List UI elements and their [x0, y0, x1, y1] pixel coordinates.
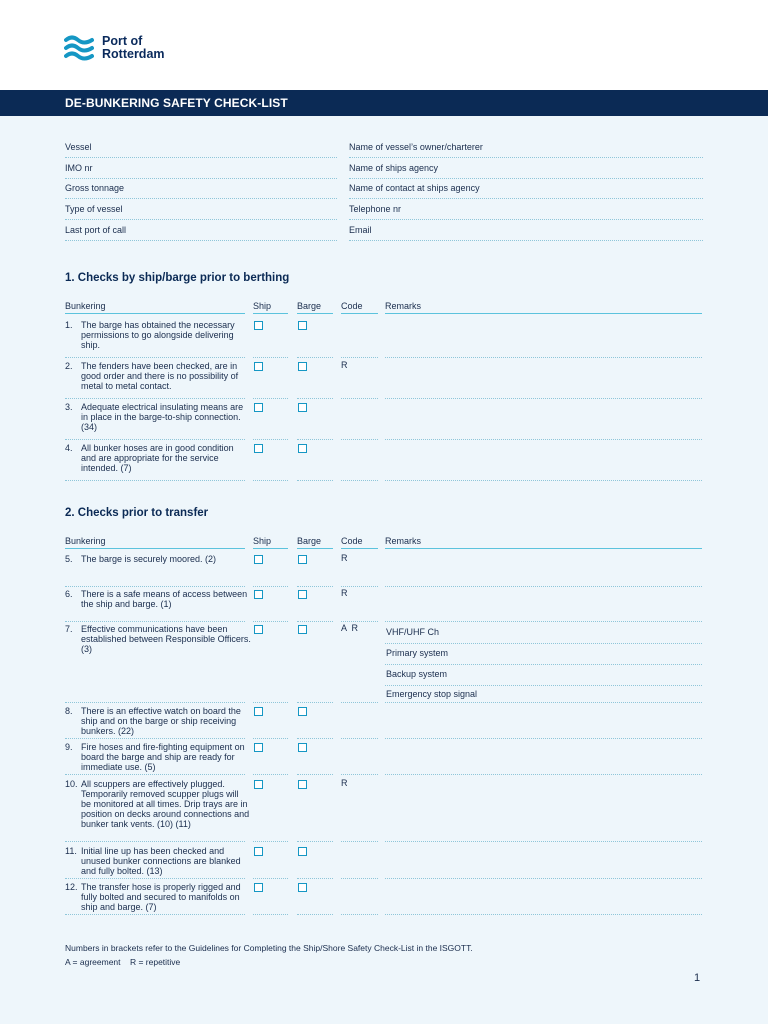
- column-header-rule: [385, 548, 702, 549]
- column-header-rule: [253, 313, 288, 314]
- item-code: R: [341, 588, 348, 598]
- row-divider: [385, 878, 702, 879]
- ship-checkbox[interactable]: [254, 625, 263, 634]
- remark-field-3[interactable]: Emergency stop signal: [386, 689, 478, 699]
- remark-field-0[interactable]: VHF/UHF Ch: [386, 627, 440, 637]
- field-left-4[interactable]: Last port of call: [65, 220, 337, 241]
- row-divider: [65, 738, 245, 739]
- remark-divider: [385, 643, 702, 644]
- barge-checkbox[interactable]: [298, 883, 307, 892]
- row-divider: [253, 702, 288, 703]
- item-text: All bunker hoses are in good condition and are appropriate for the service intended. (7): [81, 443, 234, 473]
- field-right-0[interactable]: Name of vessel’s owner/charterer: [349, 137, 703, 158]
- row-divider: [253, 357, 288, 358]
- item-text: There is an effective watch on board the ship and on the barge or ship receiving bunkers. (22): [81, 706, 241, 736]
- checklist-item: [65, 742, 255, 774]
- item-number: 7.: [65, 624, 73, 634]
- barge-checkbox[interactable]: [298, 780, 307, 789]
- item-number: 5.: [65, 554, 73, 564]
- row-divider: [253, 398, 288, 399]
- row-divider: [253, 878, 288, 879]
- ship-checkbox[interactable]: [254, 847, 263, 856]
- item-text: All scuppers are effectively plugged. Temporarily removed scupper plugs will be monitored at all times. Drip trays are in position on decks around connections and bunker tank vents. (10) (11): [81, 779, 250, 829]
- column-header-barge: Barge: [297, 536, 322, 546]
- row-divider: [253, 586, 288, 587]
- footnote-isgott: Numbers in brackets refer to the Guidelines for Completing the Ship/Shore Safety Check-List in the ISGOTT.: [65, 943, 473, 953]
- logo-text: Port of Rotterdam: [102, 34, 165, 61]
- ship-checkbox[interactable]: [254, 362, 263, 371]
- row-divider: [253, 914, 288, 915]
- item-number: 12.: [65, 882, 78, 892]
- item-text: The transfer hose is properly rigged and fully bolted and secured to manifolds on ship and barge. (7): [81, 882, 241, 912]
- row-divider: [341, 841, 378, 842]
- row-divider: [297, 621, 333, 622]
- checklist-item: [65, 402, 255, 439]
- field-right-1[interactable]: Name of ships agency: [349, 158, 703, 179]
- barge-checkbox[interactable]: [298, 362, 307, 371]
- field-left-2[interactable]: Gross tonnage: [65, 178, 337, 199]
- column-header-bunkering: Bunkering: [65, 301, 106, 311]
- ship-checkbox[interactable]: [254, 743, 263, 752]
- row-divider: [297, 398, 333, 399]
- checklist-item: [65, 779, 255, 841]
- item-number: 8.: [65, 706, 73, 716]
- row-divider: [65, 702, 245, 703]
- row-divider: [253, 841, 288, 842]
- row-divider: [385, 914, 702, 915]
- ship-checkbox[interactable]: [254, 403, 263, 412]
- item-code: R: [341, 360, 348, 370]
- row-divider: [297, 586, 333, 587]
- item-code: R: [341, 553, 348, 563]
- row-divider: [341, 738, 378, 739]
- barge-checkbox[interactable]: [298, 625, 307, 634]
- row-divider: [65, 398, 245, 399]
- row-divider: [253, 480, 288, 481]
- footnote-codes: A = agreement R = repetitive: [65, 957, 181, 967]
- checklist-item: [65, 361, 255, 398]
- row-divider: [253, 738, 288, 739]
- header: [0, 0, 768, 90]
- item-text: The barge has obtained the necessary permissions to go alongside delivering ship.: [81, 320, 235, 350]
- ship-checkbox[interactable]: [254, 590, 263, 599]
- field-right-3[interactable]: Telephone nr: [349, 199, 703, 220]
- row-divider: [385, 480, 702, 481]
- checklist-item: [65, 846, 255, 878]
- row-divider: [253, 621, 288, 622]
- field-right-4[interactable]: Email: [349, 220, 703, 241]
- row-divider: [65, 841, 245, 842]
- column-header-code: Code: [341, 301, 363, 311]
- row-divider: [253, 439, 288, 440]
- column-header-rule: [65, 313, 245, 314]
- item-code: R: [341, 778, 348, 788]
- field-left-3[interactable]: Type of vessel: [65, 199, 337, 220]
- row-divider: [385, 621, 702, 622]
- row-divider: [297, 878, 333, 879]
- row-divider: [341, 480, 378, 481]
- field-right-2[interactable]: Name of contact at ships agency: [349, 178, 703, 199]
- item-number: 2.: [65, 361, 73, 371]
- item-text: Fire hoses and fire-fighting equipment on board the barge and ship are ready for immediate use. (5): [81, 742, 245, 772]
- column-header-rule: [341, 313, 378, 314]
- column-header-remarks: Remarks: [385, 536, 422, 546]
- column-header-rule: [297, 548, 333, 549]
- row-divider: [341, 439, 378, 440]
- row-divider: [341, 702, 378, 703]
- row-divider: [341, 586, 378, 587]
- section1-title: 1. Checks by ship/barge prior to berthing: [65, 272, 290, 284]
- row-divider: [65, 914, 245, 915]
- row-divider: [65, 878, 245, 879]
- row-divider: [297, 480, 333, 481]
- row-divider: [385, 586, 702, 587]
- checklist-item: [65, 882, 255, 914]
- item-number: 6.: [65, 589, 73, 599]
- ship-checkbox[interactable]: [254, 707, 263, 716]
- column-header-bunkering: Bunkering: [65, 536, 106, 546]
- remark-divider: [385, 664, 702, 665]
- row-divider: [297, 738, 333, 739]
- row-divider: [385, 774, 702, 775]
- row-divider: [341, 398, 378, 399]
- row-divider: [341, 621, 378, 622]
- row-divider: [297, 914, 333, 915]
- page-number: 1: [694, 972, 701, 984]
- title-bar: [0, 90, 768, 116]
- item-text: Initial line up has been checked and unused bunker connections are blanked and fully bolted. (13): [81, 846, 241, 876]
- column-header-rule: [341, 548, 378, 549]
- checklist-item: [65, 624, 255, 702]
- ship-checkbox[interactable]: [254, 321, 263, 330]
- row-divider: [385, 702, 702, 703]
- item-number: 3.: [65, 402, 73, 412]
- item-text: The fenders have been checked, are in good order and there is no possibility of metal to metal contact.: [81, 361, 239, 391]
- ship-checkbox[interactable]: [254, 883, 263, 892]
- row-divider: [297, 774, 333, 775]
- field-left-1[interactable]: IMO nr: [65, 158, 337, 179]
- row-divider: [385, 439, 702, 440]
- barge-checkbox[interactable]: [298, 707, 307, 716]
- item-text: Effective communications have been established between Responsible Officers. (3): [81, 624, 251, 654]
- field-left-0[interactable]: Vessel: [65, 137, 337, 158]
- row-divider: [385, 738, 702, 739]
- port-logo: [64, 33, 165, 63]
- item-text: There is a safe means of access between the ship and barge. (1): [81, 589, 248, 609]
- checklist-item: [65, 443, 255, 480]
- item-number: 10.: [65, 779, 78, 789]
- remark-field-2[interactable]: Backup system: [386, 669, 448, 679]
- item-number: 9.: [65, 742, 73, 752]
- column-header-rule: [385, 313, 702, 314]
- row-divider: [65, 357, 245, 358]
- ship-checkbox[interactable]: [254, 444, 263, 453]
- barge-checkbox[interactable]: [298, 743, 307, 752]
- column-header-ship: Ship: [253, 536, 272, 546]
- checklist-item: [65, 589, 255, 621]
- column-header-remarks: Remarks: [385, 301, 422, 311]
- row-divider: [385, 841, 702, 842]
- section2-title: 2. Checks prior to transfer: [65, 507, 209, 519]
- item-number: 11.: [65, 846, 77, 856]
- item-text: The barge is securely moored. (2): [81, 554, 217, 564]
- column-header-code: Code: [341, 536, 363, 546]
- row-divider: [385, 398, 702, 399]
- item-number: 4.: [65, 443, 73, 453]
- barge-checkbox[interactable]: [298, 555, 307, 564]
- column-header-rule: [65, 548, 245, 549]
- row-divider: [341, 878, 378, 879]
- item-number: 1.: [65, 320, 73, 330]
- row-divider: [65, 621, 245, 622]
- checklist-item: [65, 554, 255, 586]
- column-header-barge: Barge: [297, 301, 322, 311]
- barge-checkbox[interactable]: [298, 321, 307, 330]
- checklist-item: [65, 320, 255, 357]
- row-divider: [253, 774, 288, 775]
- column-header-ship: Ship: [253, 301, 272, 311]
- barge-checkbox[interactable]: [298, 444, 307, 453]
- item-code: A R: [341, 623, 359, 633]
- barge-checkbox[interactable]: [298, 403, 307, 412]
- ship-checkbox[interactable]: [254, 555, 263, 564]
- row-divider: [65, 439, 245, 440]
- row-divider: [341, 357, 378, 358]
- remark-divider: [385, 685, 702, 686]
- row-divider: [341, 914, 378, 915]
- row-divider: [65, 586, 245, 587]
- row-divider: [341, 774, 378, 775]
- row-divider: [385, 357, 702, 358]
- row-divider: [297, 841, 333, 842]
- item-text: Adequate electrical insulating means are in place in the barge-to-ship connection. (34): [81, 402, 244, 432]
- waves-logo-icon: [64, 33, 94, 63]
- row-divider: [297, 702, 333, 703]
- checklist-item: [65, 706, 255, 738]
- barge-checkbox[interactable]: [298, 590, 307, 599]
- ship-checkbox[interactable]: [254, 780, 263, 789]
- column-header-rule: [253, 548, 288, 549]
- row-divider: [297, 357, 333, 358]
- barge-checkbox[interactable]: [298, 847, 307, 856]
- row-divider: [297, 439, 333, 440]
- remark-field-1[interactable]: Primary system: [386, 648, 449, 658]
- row-divider: [65, 774, 245, 775]
- page-title: DE-BUNKERING SAFETY CHECK-LIST: [65, 96, 288, 110]
- column-header-rule: [297, 313, 333, 314]
- row-divider: [65, 480, 245, 481]
